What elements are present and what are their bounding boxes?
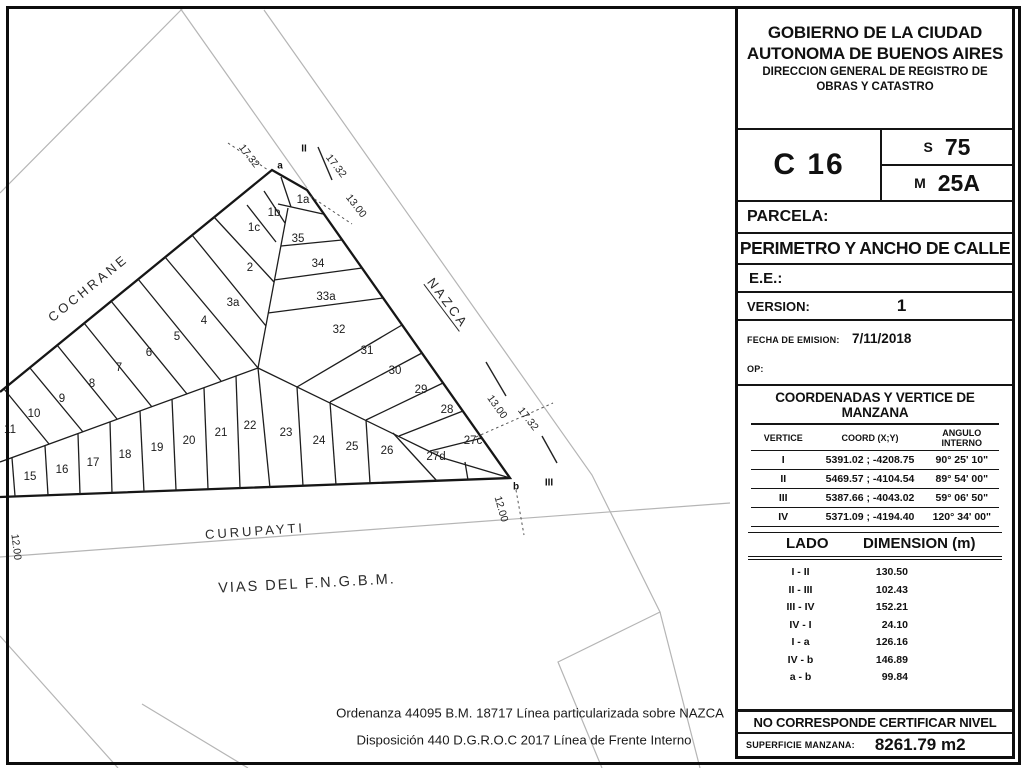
sides-header-row — [748, 532, 1002, 560]
col-angulo: ANGULO INTERNO — [925, 425, 999, 451]
nivel-note: NO CORRESPONDE CERTIFICAR NIVEL — [738, 709, 1012, 734]
map-label-10: 10 — [27, 408, 41, 420]
col-lado: LADO — [786, 535, 829, 552]
map-label-vias-del-f-n-g-b-m-: VIAS DEL F.N.G.B.M. — [217, 571, 397, 597]
seccion-manzana-col — [882, 130, 1012, 200]
vertex-cell: 5387.66 ; -4043.02 — [815, 489, 924, 508]
map-label-2: 2 — [246, 262, 254, 274]
map-footnote-ordenanza: Ordenanza 44095 B.M. 18717 Línea particularizada sobre NAZCA — [336, 705, 724, 721]
map-label-1b: 1b — [267, 207, 281, 219]
superficie-row — [738, 734, 1012, 756]
side-name: II - III — [788, 583, 813, 596]
agency-line2: AUTONOMA DE BUENOS AIRES — [746, 44, 1004, 63]
emission-row — [738, 321, 1012, 386]
parcela-row: PARCELA: — [738, 202, 1012, 234]
vertex-row — [751, 451, 999, 470]
map-label-17-32: 17.32 — [515, 404, 541, 434]
vertex-cell: III — [751, 489, 815, 508]
col-vertice: VERTICE — [751, 425, 815, 451]
vertex-row — [751, 489, 999, 508]
vertex-row — [751, 470, 999, 489]
street-lines — [0, 8, 730, 768]
map-label-4: 4 — [200, 315, 208, 327]
map-label-1a: 1a — [296, 194, 310, 206]
sides-rows — [748, 564, 1002, 687]
map-label-11: 11 — [4, 424, 16, 436]
manzana-cell — [882, 166, 1012, 200]
fecha-line — [747, 330, 1012, 348]
coordinates-title: COORDENADAS Y VERTICE DE MANZANA — [751, 390, 999, 425]
manzana-label: M — [914, 175, 926, 191]
side-dimension: 152.21 — [875, 601, 908, 613]
map-label-12-00: 12.00 — [491, 494, 511, 524]
coordinates-section — [738, 386, 1012, 524]
agency-line3: DIRECCION GENERAL DE REGISTRO DE — [762, 66, 988, 78]
vertex-cell: 5391.02 ; -4208.75 — [815, 451, 924, 470]
side-name: I - II — [791, 566, 810, 578]
side-row — [748, 564, 1002, 582]
circunscripcion-value: C 16 — [738, 130, 882, 200]
map-label-13-00: 13.00 — [343, 191, 369, 221]
map-label-1c: 1c — [247, 222, 261, 234]
vertex-cell: 59° 06' 50" — [925, 489, 999, 508]
map-label-33a: 33a — [316, 291, 336, 303]
coordinates-header-row — [751, 425, 999, 451]
nomenclature-row — [738, 130, 1012, 202]
map-label-30: 30 — [388, 365, 402, 377]
map-label-19: 19 — [150, 442, 164, 454]
agency-header — [738, 9, 1012, 130]
map-label-curupayti: CURUPAYTI — [204, 520, 306, 542]
side-name: a - b — [789, 671, 812, 683]
map-label-b: b — [512, 481, 520, 493]
map-label-29: 29 — [414, 384, 428, 396]
map-label-cochrane: COCHRANE — [45, 251, 131, 325]
block-outline — [0, 170, 510, 497]
map-label-5: 5 — [173, 331, 181, 343]
map-label-27d: 27d — [426, 451, 446, 463]
col-dimension: DIMENSION (m) — [862, 535, 976, 552]
version-label: VERSION: — [747, 298, 810, 314]
side-dimension: 126.16 — [875, 636, 908, 648]
version-row — [738, 293, 1012, 321]
side-row — [748, 669, 1002, 687]
side-dimension: 102.43 — [875, 583, 908, 596]
vertex-cell: 90° 25' 10" — [925, 451, 999, 470]
fecha-value: 7/11/2018 — [852, 331, 912, 346]
vertex-cell: 5469.57 ; -4104.54 — [815, 470, 924, 489]
map-label-27c: 27c — [463, 435, 483, 447]
map-label-nazca: NAZCA — [424, 274, 472, 332]
side-row — [748, 617, 1002, 635]
document-title: PERIMETRO Y ANCHO DE CALLE — [738, 234, 1012, 265]
version-value: 1 — [896, 296, 907, 315]
side-dimension: 130.50 — [875, 566, 908, 578]
map-label-21: 21 — [214, 427, 228, 439]
side-dimension: 146.89 — [875, 653, 908, 666]
map-label-13-00: 13.00 — [484, 392, 510, 422]
side-name: IV - b — [787, 653, 814, 666]
vertex-cell: 5371.09 ; -4194.40 — [815, 508, 924, 527]
map-label-32: 32 — [332, 324, 346, 336]
vertex-cell: 120° 34' 00" — [925, 508, 999, 527]
map-label-26: 26 — [380, 445, 394, 457]
seccion-cell — [882, 130, 1012, 166]
map-label-15: 15 — [23, 471, 37, 483]
side-row — [748, 652, 1002, 670]
map-label-iii: III — [544, 477, 554, 489]
vertex-cell: I — [751, 451, 815, 470]
op-label: OP: — [747, 364, 764, 374]
vertex-cell: IV — [751, 508, 815, 527]
col-coord: COORD (X;Y) — [815, 425, 924, 451]
map-label-ii: II — [301, 143, 307, 155]
ee-row: E.E.: — [738, 265, 1012, 293]
superficie-label: SUPERFICIE MANZANA: — [746, 740, 855, 750]
map-label-20: 20 — [182, 435, 196, 447]
map-label-23: 23 — [279, 427, 293, 439]
map-label-8: 8 — [88, 378, 96, 390]
map-label-18: 18 — [118, 449, 132, 461]
side-dimension: 24.10 — [881, 618, 908, 631]
agency-line4: OBRAS Y CATASTRO — [816, 81, 934, 93]
side-row — [748, 634, 1002, 652]
coordinates-table — [751, 425, 999, 527]
side-name: III - IV — [786, 601, 815, 613]
map-label-22: 22 — [243, 420, 257, 432]
map-label-35: 35 — [291, 233, 305, 245]
map-label-17: 17 — [86, 457, 100, 469]
seccion-value: 75 — [944, 133, 971, 160]
map-label-7: 7 — [115, 362, 123, 374]
seccion-label: S — [923, 139, 933, 155]
map-label-3a: 3a — [226, 297, 240, 309]
vertex-cell: 89° 54' 00" — [925, 470, 999, 489]
side-name: I - a — [791, 636, 810, 648]
side-row — [748, 599, 1002, 617]
map-label-28: 28 — [440, 404, 454, 416]
side-name: IV - I — [789, 618, 812, 631]
manzana-value: 25A — [937, 169, 980, 196]
superficie-value: 8261.79 m2 — [874, 735, 966, 754]
map-label-25: 25 — [345, 441, 359, 453]
map-label-17-32: 17.32 — [236, 141, 262, 171]
map-label-a: a — [277, 160, 283, 172]
side-dimension: 99.84 — [881, 671, 908, 683]
sides-section — [738, 524, 1012, 709]
fecha-label: FECHA DE EMISION: — [747, 335, 840, 345]
map-label-34: 34 — [311, 258, 325, 270]
map-label-9: 9 — [58, 393, 66, 405]
map-label-24: 24 — [312, 435, 326, 447]
map-label-6: 6 — [145, 347, 153, 359]
map-footnote-disposicion: Disposición 440 D.G.R.O.C 2017 Línea de Frente Interno — [356, 732, 692, 748]
map-label-31: 31 — [360, 345, 374, 357]
agency-line1: GOBIERNO DE LA CIUDAD — [767, 23, 983, 42]
map-label-12-00: 12.00 — [8, 533, 24, 561]
vertex-cell: II — [751, 470, 815, 489]
map-label-16: 16 — [55, 464, 69, 476]
map-label-17-32: 17.32 — [323, 151, 349, 181]
side-row — [748, 582, 1002, 600]
dimension-leaders — [8, 143, 553, 576]
title-block-panel — [735, 6, 1015, 759]
